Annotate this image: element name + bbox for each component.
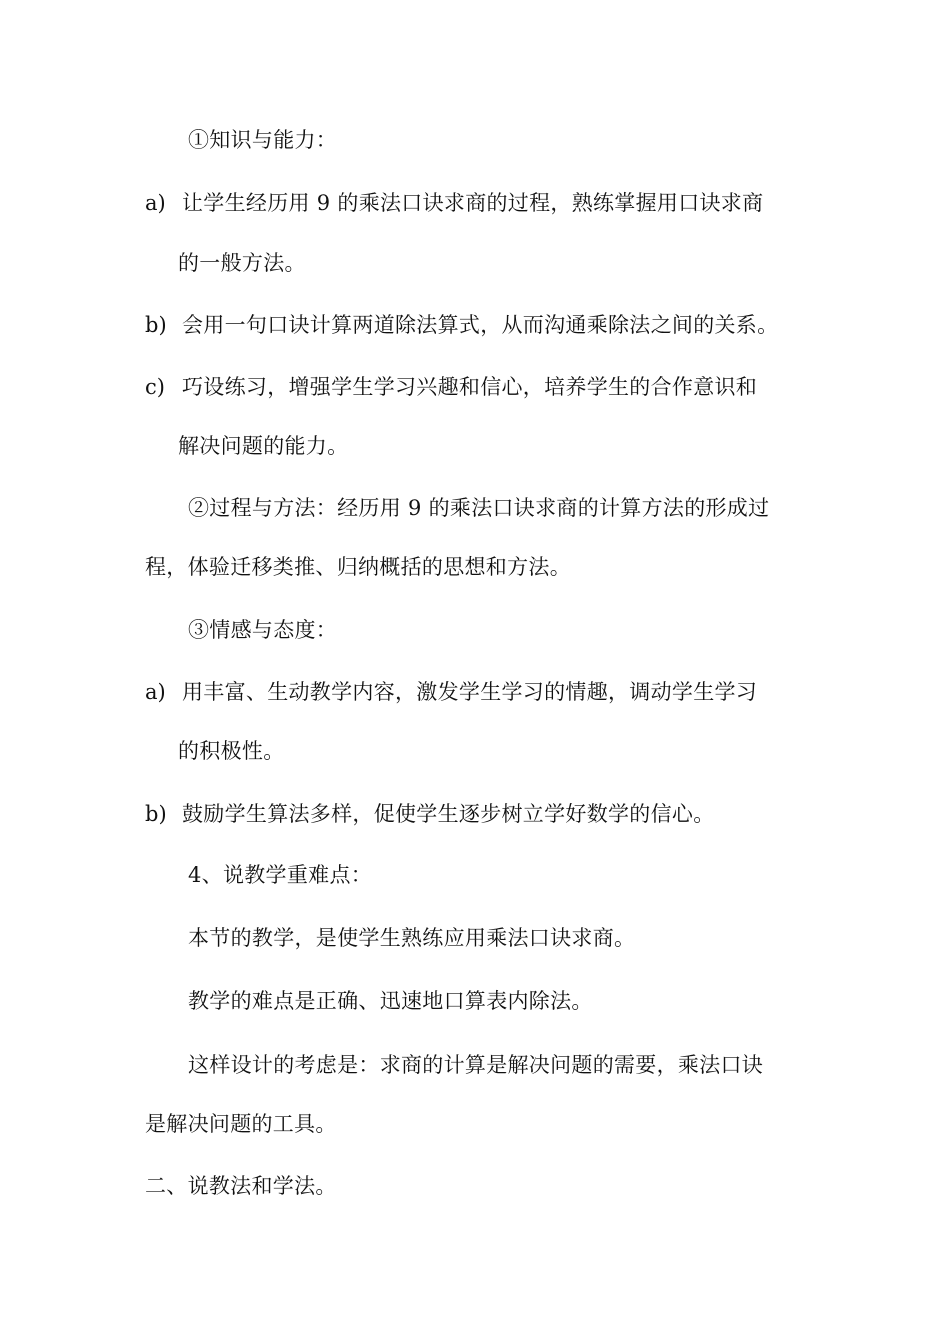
paragraph-process-method-continued: 程，体验迁移类推、归纳概括的思想和方法。	[145, 555, 571, 579]
list-item-text-continued: 的积极性。	[178, 739, 285, 763]
section-heading-teaching-learning-methods: 二、说教法和学法。	[145, 1174, 337, 1198]
list-marker-a: a)	[145, 680, 166, 704]
list-marker-a: a)	[145, 191, 166, 215]
paragraph-design-consideration: 这样设计的考虑是：求商的计算是解决问题的需要，乘法口诀	[188, 1053, 764, 1077]
paragraph-difficult-point: 教学的难点是正确、迅速地口算表内除法。	[188, 989, 593, 1013]
list-item-text: 会用一句口诀计算两道除法算式，从而沟通乘除法之间的关系。	[182, 313, 779, 337]
paragraph-key-point: 本节的教学，是使学生熟练应用乘法口诀求商。	[188, 926, 636, 950]
section-heading-key-difficult-points: 4、说教学重难点：	[188, 863, 373, 887]
list-item-text-continued: 解决问题的能力。	[178, 434, 349, 458]
list-marker-b: b)	[145, 802, 167, 826]
subheading-emotion-attitude: ③情感与态度：	[188, 618, 338, 642]
list-item-text-continued: 的一般方法。	[178, 251, 306, 275]
list-item-text: 让学生经历用 9 的乘法口诀求商的过程，熟练掌握用口诀求商	[182, 191, 764, 215]
list-item-text: 用丰富、生动教学内容，激发学生学习的情趣，调动学生学习	[182, 680, 758, 704]
list-marker-b: b)	[145, 313, 167, 337]
list-item-text: 巧设练习，增强学生学习兴趣和信心，培养学生的合作意识和	[182, 375, 758, 399]
subheading-knowledge-ability: ①知识与能力：	[188, 128, 338, 152]
paragraph-process-method: ②过程与方法：经历用 9 的乘法口诀求商的计算方法的形成过	[188, 496, 770, 520]
list-marker-c: c)	[145, 375, 165, 399]
list-item-text: 鼓励学生算法多样，促使学生逐步树立学好数学的信心。	[182, 802, 715, 826]
paragraph-design-consideration-continued: 是解决问题的工具。	[145, 1112, 337, 1136]
